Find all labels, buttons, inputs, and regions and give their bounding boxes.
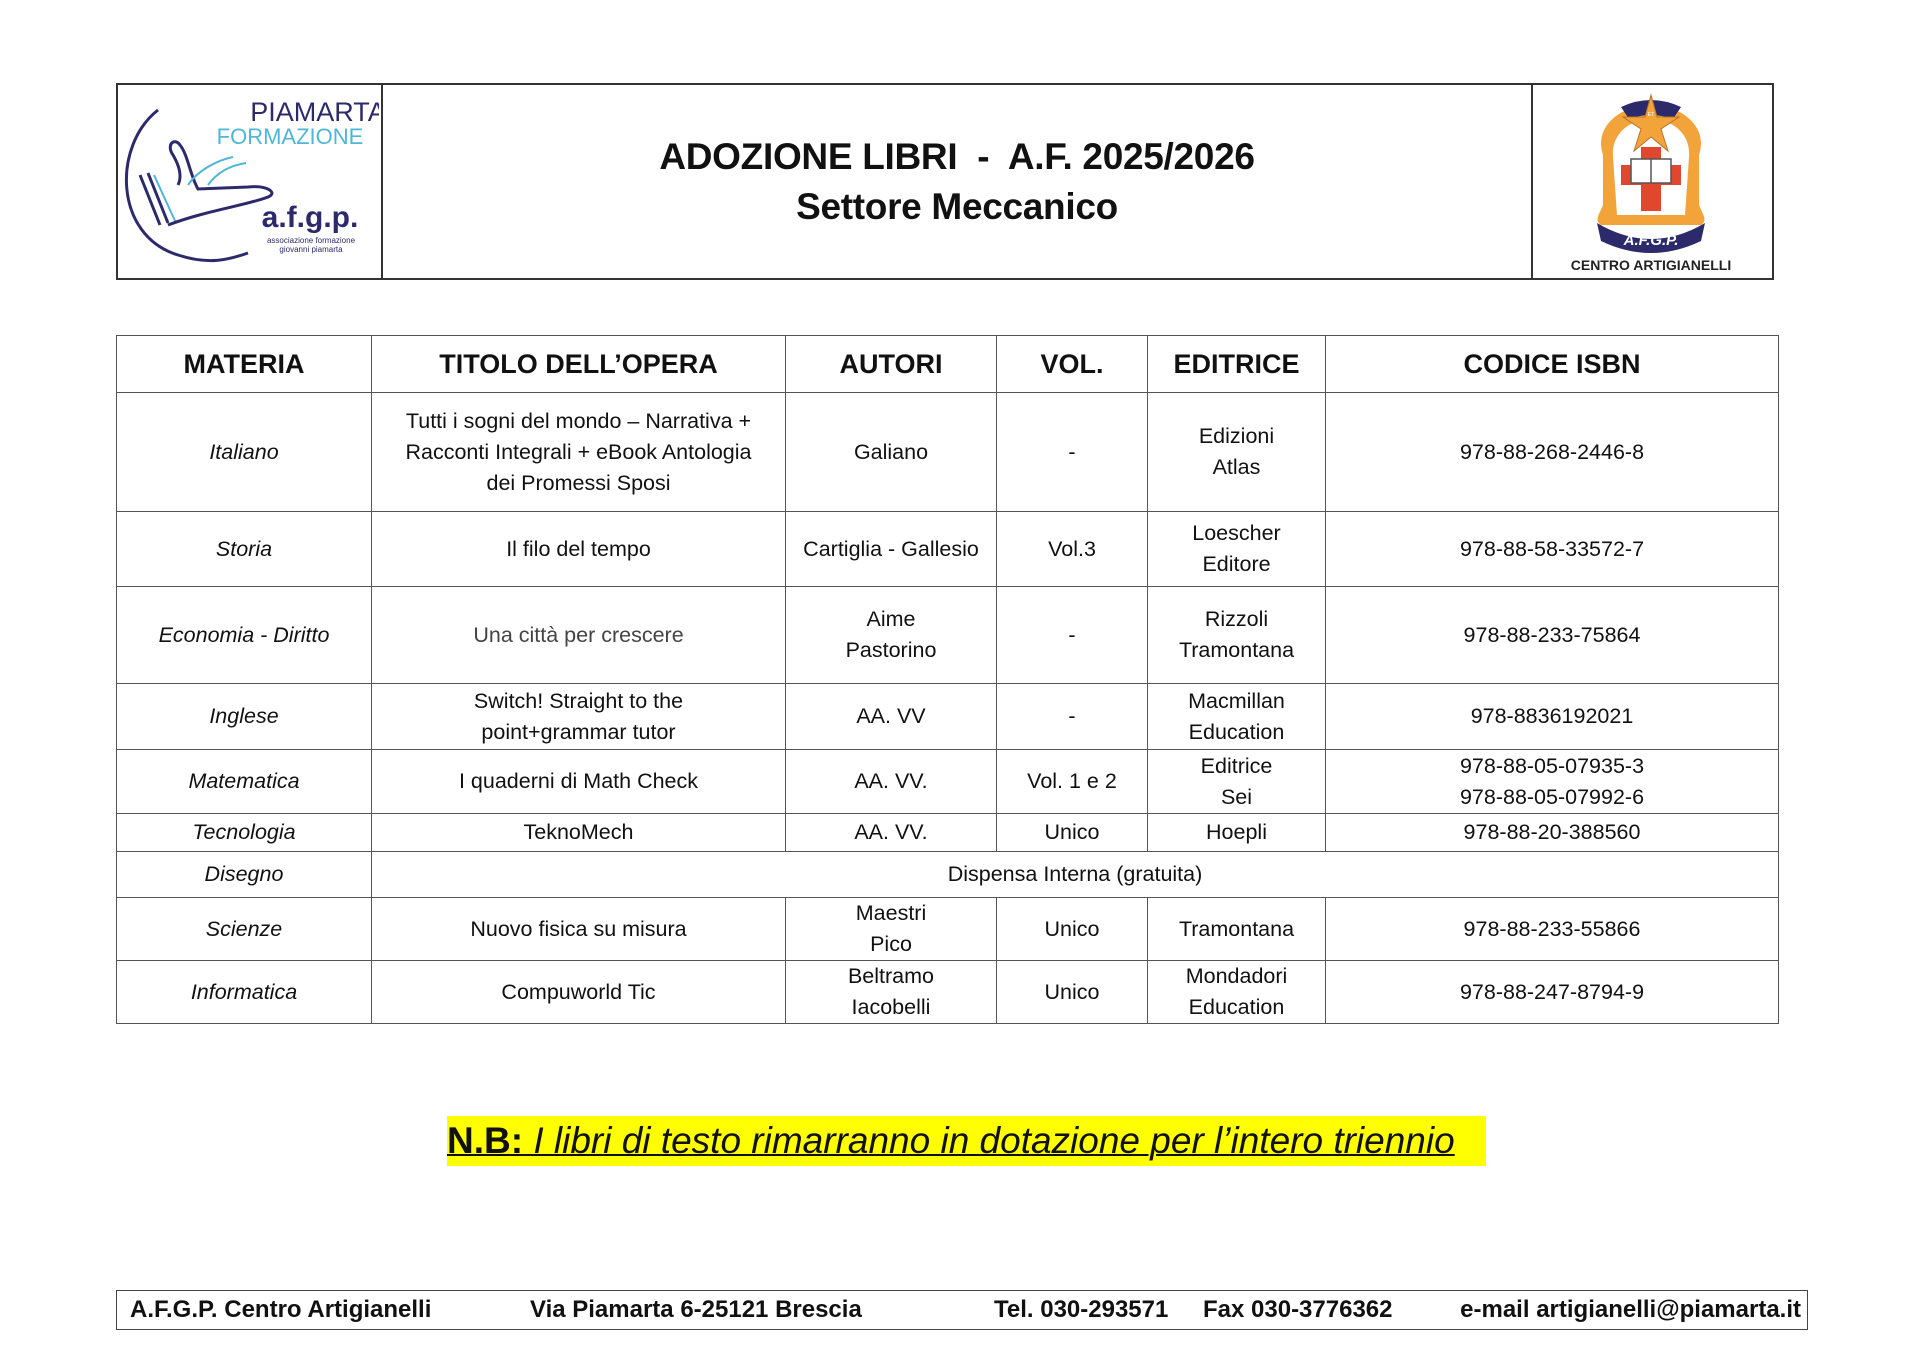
autori-line: Pastorino	[845, 638, 937, 662]
cell-vol: -	[997, 587, 1148, 684]
isbn-line: 978-88-233-55866	[1463, 916, 1641, 941]
cell-vol: Vol.3	[997, 512, 1148, 587]
cell-titolo	[372, 393, 786, 512]
titolo-line: dei Promessi Sposi	[486, 470, 671, 495]
editrice-line: Atlas	[1212, 455, 1261, 479]
afgp-centro-artigianelli-logo	[1531, 85, 1772, 278]
autori-line: Pico	[870, 932, 912, 956]
editrice-line: Editore	[1202, 552, 1271, 576]
cell-autori	[786, 961, 997, 1024]
table-row	[117, 898, 1779, 961]
cell-titolo	[372, 684, 786, 750]
svg-text:a.f.g.p.: a.f.g.p.	[261, 201, 359, 234]
cell-vol: Unico	[997, 898, 1148, 961]
cell-autori	[786, 814, 997, 852]
autori-line: AA. VV.	[854, 769, 928, 793]
nb-note	[447, 1116, 1486, 1166]
table-row	[117, 750, 1779, 814]
autori-line: Maestri	[855, 901, 927, 925]
cell-isbn	[1326, 814, 1779, 852]
nb-text: I libri di testo rimarranno in dotazione per l’intero triennio	[523, 1120, 1455, 1161]
footer-org: A.F.G.P. Centro Artigianelli	[130, 1296, 432, 1323]
editrice-line: Loescher	[1192, 521, 1281, 545]
cell-isbn	[1326, 684, 1779, 750]
column-header-materia: MATERIA	[117, 336, 372, 393]
titolo-line: Tutti i sogni del mondo – Narrativa +	[405, 408, 752, 433]
piamarta-formazione-logo	[118, 85, 383, 278]
cell-vol: Unico	[997, 961, 1148, 1024]
autori-line: AA. VV	[856, 704, 926, 728]
document-title: ADOZIONE LIBRI - A.F. 2025/2026	[659, 135, 1255, 177]
cell-autori	[786, 512, 997, 587]
editrice-line: Macmillan	[1188, 688, 1285, 713]
titolo-line: point+grammar tutor	[481, 719, 676, 744]
titolo-line: Nuovo fisica su misura	[470, 916, 687, 941]
table-row	[117, 512, 1779, 587]
isbn-line: 978-88-233-75864	[1463, 622, 1641, 647]
footer-email: e-mail artigianelli@piamarta.it	[1460, 1296, 1801, 1323]
cell-autori	[786, 898, 997, 961]
cell-vol: -	[997, 393, 1148, 512]
footer-contact-bar	[116, 1290, 1808, 1330]
document-subtitle: Settore Meccanico	[796, 185, 1118, 227]
column-header-isbn: CODICE ISBN	[1326, 336, 1779, 393]
table-row	[117, 961, 1779, 1024]
cell-autori	[786, 393, 997, 512]
autori-line: Aime	[866, 607, 916, 631]
column-header-editrice: EDITRICE	[1148, 336, 1326, 393]
cell-titolo	[372, 898, 786, 961]
cell-editrice	[1148, 512, 1326, 587]
titolo-line: Switch! Straight to the	[473, 688, 684, 713]
table-row	[117, 814, 1779, 852]
cell-isbn	[1326, 898, 1779, 961]
svg-text:CENTRO ARTIGIANELLI: CENTRO ARTIGIANELLI	[1570, 257, 1732, 273]
cell-materia: Tecnologia	[117, 814, 372, 852]
title-block	[383, 85, 1531, 278]
cell-editrice	[1148, 393, 1326, 512]
cell-isbn	[1326, 587, 1779, 684]
editrice-line: Education	[1188, 995, 1285, 1019]
editrice-line: Mondadori	[1185, 964, 1288, 988]
table-row	[117, 684, 1779, 750]
cell-vol: -	[997, 684, 1148, 750]
cell-editrice	[1148, 961, 1326, 1024]
editrice-line: Hoepli	[1206, 820, 1267, 844]
autori-line: Galiano	[853, 439, 929, 464]
cell-materia: Disegno	[117, 852, 372, 898]
document-header	[116, 83, 1774, 280]
isbn-line: 978-88-20-388560	[1463, 820, 1641, 844]
cell-titolo	[372, 961, 786, 1024]
isbn-line: 978-88-05-07935-3	[1459, 753, 1645, 778]
cell-vol: Vol. 1 e 2	[997, 750, 1148, 814]
cell-materia: Economia - Diritto	[117, 587, 372, 684]
editrice-line: Sei	[1220, 784, 1253, 809]
autori-line: Cartiglia - Gallesio	[803, 536, 979, 561]
isbn-line: 978-88-58-33572-7	[1459, 536, 1645, 561]
autori-line: Beltramo	[847, 964, 935, 988]
cell-materia: Matematica	[117, 750, 372, 814]
isbn-line: 978-88-247-8794-9	[1459, 979, 1645, 1004]
autori-line: Iacobelli	[851, 995, 931, 1019]
cell-autori	[786, 750, 997, 814]
titolo-line: Compuworld Tic	[501, 979, 656, 1004]
cell-materia: Informatica	[117, 961, 372, 1024]
table-header-row	[117, 336, 1779, 393]
cell-isbn	[1326, 393, 1779, 512]
nb-label: N.B:	[447, 1120, 524, 1161]
cell-titolo	[372, 512, 786, 587]
autori-line: AA. VV.	[854, 820, 928, 844]
svg-text:giovanni piamarta: giovanni piamarta	[279, 245, 343, 254]
cell-editrice	[1148, 587, 1326, 684]
cell-materia: Scienze	[117, 898, 372, 961]
titolo-line: Una città per crescere	[473, 622, 684, 647]
cell-titolo	[372, 814, 786, 852]
table-row	[117, 393, 1779, 512]
cell-isbn	[1326, 512, 1779, 587]
cell-titolo	[372, 750, 786, 814]
footer-fax: Fax 030-3776362	[1203, 1296, 1393, 1323]
column-header-vol: VOL.	[997, 336, 1148, 393]
svg-text:ET: ET	[1647, 112, 1655, 118]
editrice-line: Edizioni	[1198, 424, 1275, 448]
titolo-line: Racconti Integrali + eBook Antologia	[405, 439, 752, 464]
cell-editrice	[1148, 750, 1326, 814]
table-row	[117, 852, 1779, 898]
isbn-line: 978-88-268-2446-8	[1459, 439, 1645, 464]
titolo-line: Il filo del tempo	[506, 536, 651, 561]
svg-text:associazione formazione: associazione formazione	[266, 236, 356, 245]
cell-autori	[786, 684, 997, 750]
cell-isbn	[1326, 961, 1779, 1024]
editrice-line: Editrice	[1200, 753, 1273, 778]
footer-address: Via Piamarta 6-25121 Brescia	[530, 1296, 862, 1323]
editrice-line: Tramontana	[1178, 638, 1295, 662]
svg-text:FORMAZIONE: FORMAZIONE	[216, 124, 364, 149]
cell-materia: Storia	[117, 512, 372, 587]
isbn-line: 978-88-05-07992-6	[1459, 784, 1645, 809]
svg-text:A.F.G.P.: A.F.G.P.	[1623, 232, 1679, 249]
svg-text:PIAMARTA: PIAMARTA	[250, 97, 379, 127]
column-header-titolo: TITOLO DELL’OPERA	[372, 336, 786, 393]
editrice-line: Tramontana	[1178, 916, 1295, 941]
footer-phone: Tel. 030-293571	[994, 1296, 1169, 1323]
cell-editrice	[1148, 814, 1326, 852]
cell-merged-note: Dispensa Interna (gratuita)	[372, 852, 1779, 898]
cell-editrice	[1148, 684, 1326, 750]
book-adoption-table	[116, 335, 1779, 1024]
afgp-crest-icon	[1533, 85, 1770, 278]
titolo-line: TeknoMech	[523, 820, 634, 844]
cell-materia: Italiano	[117, 393, 372, 512]
cell-titolo	[372, 587, 786, 684]
titolo-line: I quaderni di Math Check	[458, 769, 699, 793]
editrice-line: Rizzoli	[1204, 607, 1269, 631]
column-header-autori: AUTORI	[786, 336, 997, 393]
hand-book-logo-icon	[118, 85, 379, 278]
editrice-line: Education	[1188, 719, 1285, 744]
cell-vol: Unico	[997, 814, 1148, 852]
cell-materia: Inglese	[117, 684, 372, 750]
cell-autori	[786, 587, 997, 684]
cell-isbn	[1326, 750, 1779, 814]
isbn-line: 978-8836192021	[1470, 704, 1634, 728]
table-row	[117, 587, 1779, 684]
cell-editrice	[1148, 898, 1326, 961]
